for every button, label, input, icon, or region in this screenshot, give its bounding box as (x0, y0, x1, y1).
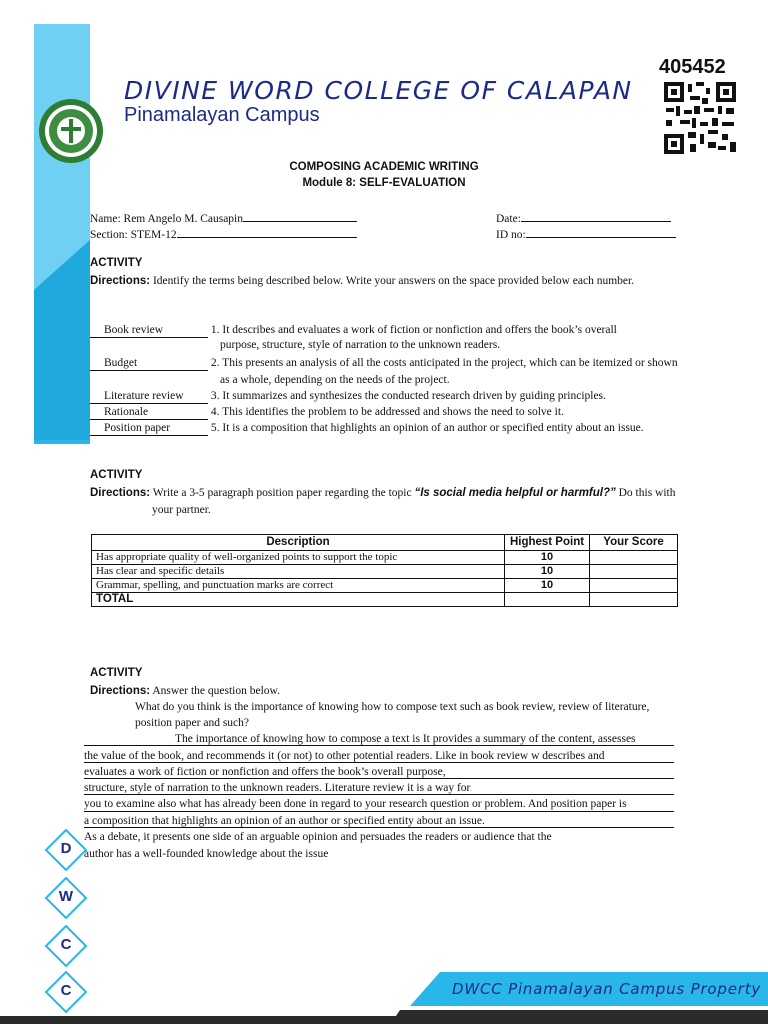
header-your-score: Your Score (590, 535, 678, 551)
table-row (92, 579, 678, 593)
topic-text: “Is social media helpful or harmful?” (414, 487, 616, 499)
item-2 (90, 356, 678, 371)
item-3-number: 3. (210, 390, 220, 402)
row-score-cell[interactable] (590, 565, 678, 579)
row-score-cell[interactable] (590, 579, 678, 593)
item-5 (90, 421, 644, 436)
item-5-text: It is a composition that highlights an opinion of an author or specified entity about an issue. (222, 422, 644, 434)
total-row (92, 593, 678, 607)
side-letter: C (60, 936, 72, 953)
item-1 (90, 323, 617, 338)
directions-text: Write a 3-5 paragraph position paper regarding the topic (150, 487, 415, 499)
activity-2-heading: ACTIVITY (90, 469, 143, 481)
answer-line[interactable]: a composition that highlights an opinion of an author or specified entity about an issue. (84, 815, 485, 827)
item-3 (90, 389, 606, 404)
section-row (90, 225, 357, 242)
name-label: Name: (90, 213, 124, 225)
row-description: Grammar, spelling, and punctuation marks are correct (92, 579, 505, 593)
answer-line[interactable]: structure, style of narration to the unknown readers. Literature review it is a way for (84, 782, 471, 794)
qr-code-icon (662, 80, 738, 156)
activity-3-directions (90, 684, 280, 698)
college-name: DIVINE WORD COLLEGE OF CALAPAN (124, 76, 633, 105)
row-points: 10 (505, 579, 590, 593)
name-underline (243, 209, 357, 222)
total-points-cell (505, 593, 590, 607)
table-row (92, 565, 678, 579)
side-diamond-w (44, 876, 88, 920)
directions-text-end: Do this with (615, 487, 676, 499)
side-letter: D (60, 840, 72, 857)
footer-property-text: DWCC Pinamalayan Campus Property (452, 980, 762, 998)
item-2-answer[interactable]: Budget (90, 356, 208, 371)
side-diamond-d (44, 828, 88, 872)
section-label: Section: (90, 229, 131, 241)
question-text: What do you think is the importance of knowing how to compose text such as book review, review of literature, (135, 701, 650, 713)
item-2-number: 2. (210, 357, 220, 369)
item-1-text-cont: purpose, structure, style of narration to the unknown readers. (220, 339, 501, 351)
directions-text: Answer the question below. (150, 685, 280, 697)
item-3-text: It summarizes and synthesizes the conducted research driven by guiding principles. (222, 390, 606, 402)
item-1-answer[interactable]: Book review (90, 323, 208, 338)
section-value[interactable]: STEM-12 (130, 229, 177, 241)
answer-line[interactable]: the value of the book, and recommends it (or not) to other potential readers. Like in book review w describes and (84, 750, 605, 762)
item-5-answer[interactable]: Position paper (90, 421, 208, 436)
item-2-text: This presents an analysis of all the costs anticipated in the project, which can be itemized or shown (222, 357, 678, 369)
id-label: ID no: (496, 229, 526, 241)
total-label: TOTAL (92, 593, 505, 607)
id-field[interactable] (526, 225, 676, 238)
document-code: 405452 (659, 56, 726, 78)
total-score-cell[interactable] (590, 593, 678, 607)
activity-1-heading: ACTIVITY (90, 257, 143, 269)
rubric-header-row (92, 535, 678, 551)
row-points: 10 (505, 565, 590, 579)
side-letter: W (58, 888, 74, 905)
row-description: Has clear and specific details (92, 565, 505, 579)
activity-3-heading: ACTIVITY (90, 667, 143, 679)
date-field[interactable] (521, 209, 671, 222)
question-text-cont: position paper and such? (135, 717, 250, 729)
answer-line[interactable]: author has a well-founded knowledge about the issue (84, 848, 329, 860)
item-4 (90, 405, 564, 420)
header-description: Description (92, 535, 505, 551)
answer-line[interactable]: you to examine also what has already been done in regard to your research question or problem. And position paper is (84, 798, 627, 810)
item-4-number: 4. (210, 406, 220, 418)
item-2-text-cont: as a whole, depending on the needs of the project. (220, 374, 450, 386)
item-3-answer[interactable]: Literature review (90, 389, 208, 404)
directions-label: Directions: (90, 275, 151, 287)
activity-1-directions (90, 274, 634, 288)
name-row (90, 209, 357, 226)
activity-2-directions (90, 486, 676, 500)
date-row (496, 209, 671, 226)
header-highest-point: Highest Point (505, 535, 590, 551)
directions-label: Directions: (90, 685, 151, 697)
side-diamond-c (44, 924, 88, 968)
date-label: Date: (496, 213, 521, 225)
rubric-table (91, 534, 678, 607)
directions-label: Directions: (90, 487, 151, 499)
row-points: 10 (505, 551, 590, 565)
module-course-title: COMPOSING ACADEMIC WRITING (289, 161, 479, 173)
item-1-text: It describes and evaluates a work of fiction or nonfiction and offers the book’s overall (222, 324, 617, 336)
section-underline (177, 225, 357, 238)
campus-name: Pinamalayan Campus (124, 104, 320, 126)
item-5-number: 5. (210, 422, 220, 434)
answer-rule (84, 811, 674, 812)
row-score-cell[interactable] (590, 551, 678, 565)
item-4-text: This identifies the problem to be addressed and shows the need to solve it. (222, 406, 564, 418)
directions-text: Identify the terms being described below. Write your answers on the space provided below each number. (150, 275, 635, 287)
table-row (92, 551, 678, 565)
college-seal-logo (38, 98, 104, 164)
name-value[interactable]: Rem Angelo M. Causapin (123, 213, 243, 225)
activity-2-directions-cont: your partner. (152, 504, 211, 516)
answer-line[interactable]: As a debate, it presents one side of an arguable opinion and persuades the readers or audience that the (84, 831, 552, 843)
answer-line[interactable]: evaluates a work of fiction or nonfiction and offers the book’s overall purpose, (84, 766, 446, 778)
id-row (496, 225, 676, 242)
item-4-answer[interactable]: Rationale (90, 405, 208, 420)
module-subtitle: Module 8: SELF-EVALUATION (302, 177, 466, 189)
side-letter: C (60, 982, 72, 999)
item-1-number: 1. (210, 324, 220, 336)
answer-line[interactable]: The importance of knowing how to compose a text is It provides a summary of the content, assesses (175, 733, 636, 745)
row-description: Has appropriate quality of well-organized points to support the topic (92, 551, 505, 565)
